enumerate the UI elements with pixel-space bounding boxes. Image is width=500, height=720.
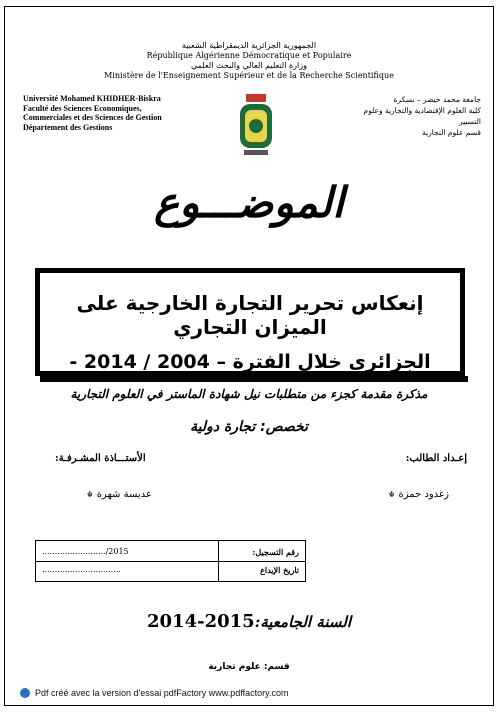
department-footer: قسم: علوم تجارية: [208, 662, 290, 672]
supervisor-name: عديسة شهرة: [96, 489, 152, 500]
topic-heading: الموضـــوع: [154, 178, 344, 227]
republic-french: République Algérienne Démocratique et Populaire: [146, 51, 352, 60]
supervisor-name-row: [83, 489, 152, 500]
thesis-title-box: [35, 268, 465, 376]
registration-divider: [36, 561, 305, 562]
student-name-row: [385, 489, 449, 500]
ministry-arabic: وزارة التعليم العالي والبحث العلمي: [191, 61, 307, 70]
registration-box: [35, 540, 306, 582]
faculty-name: Faculté des Sciences Economiques,: [23, 103, 142, 113]
thesis-subtitle: مذكرة مقدمة كجزء من متطلبات نيل شهادة الماستر في العلوم التجارية: [70, 387, 428, 401]
university-name: Université Mohamed KHIDHER-Biskra: [23, 94, 161, 103]
thesis-title-line2: الجزائري خلال الفترة – 2004 / 2014 -: [69, 351, 431, 373]
academic-year: [5, 611, 493, 632]
ministry-french: Ministère de l'Enseignement Supérieur et de la Recherche Scientifique: [104, 71, 394, 80]
university-name-ar: جامعة محمد خيضر – بسكرة: [393, 95, 481, 104]
student-label: إعـداد الطالب:: [405, 453, 467, 464]
title-box-shadow: [40, 376, 468, 382]
student-name: زغدود حمزة: [398, 489, 449, 500]
thesis-title-line1: إنعكاس تحرير التجارة الخارجية على الميزان التجاري: [76, 291, 424, 339]
registration-number-value: ........................./2015: [42, 547, 129, 556]
deposit-date-label: تاريخ الإيداع: [260, 565, 299, 575]
deposit-date-value: ...............................: [42, 565, 121, 574]
university-seal-icon: [238, 92, 274, 162]
faculty-name-ar: كلية العلوم الإقتصادية والتجارية وعلوم التسيير: [363, 106, 481, 126]
pdffactory-icon: [20, 688, 30, 698]
supervisor-label: الأستـــاذة المشـرفـة:: [55, 453, 146, 464]
academic-year-value: 2015-2014: [147, 611, 255, 632]
republic-arabic: الجمهورية الجزائرية الديمقراطية الشعبية: [181, 41, 317, 50]
faculty-name-cont: Commerciales et des Sciences de Gestion: [23, 113, 162, 122]
document-page: [4, 6, 494, 706]
university-arabic-block: [341, 94, 481, 138]
cr-icon: ☬: [388, 490, 395, 499]
department-name: Département des Gestions: [23, 122, 113, 132]
specialization: تخصص: تجارة دولية: [190, 419, 308, 435]
university-french-block: [23, 94, 162, 132]
pdf-footer-text: Pdf créé avec la version d'essai pdfFactory www.pdffactory.com: [35, 688, 289, 698]
cr-icon: ☬: [87, 490, 93, 499]
academic-year-label: السنة الجامعية:: [254, 613, 351, 631]
department-name-ar: قسم علوم التجارية: [421, 128, 481, 137]
registration-number-label: رقم التسجيل:: [252, 547, 299, 557]
pdf-footer: [20, 688, 289, 698]
